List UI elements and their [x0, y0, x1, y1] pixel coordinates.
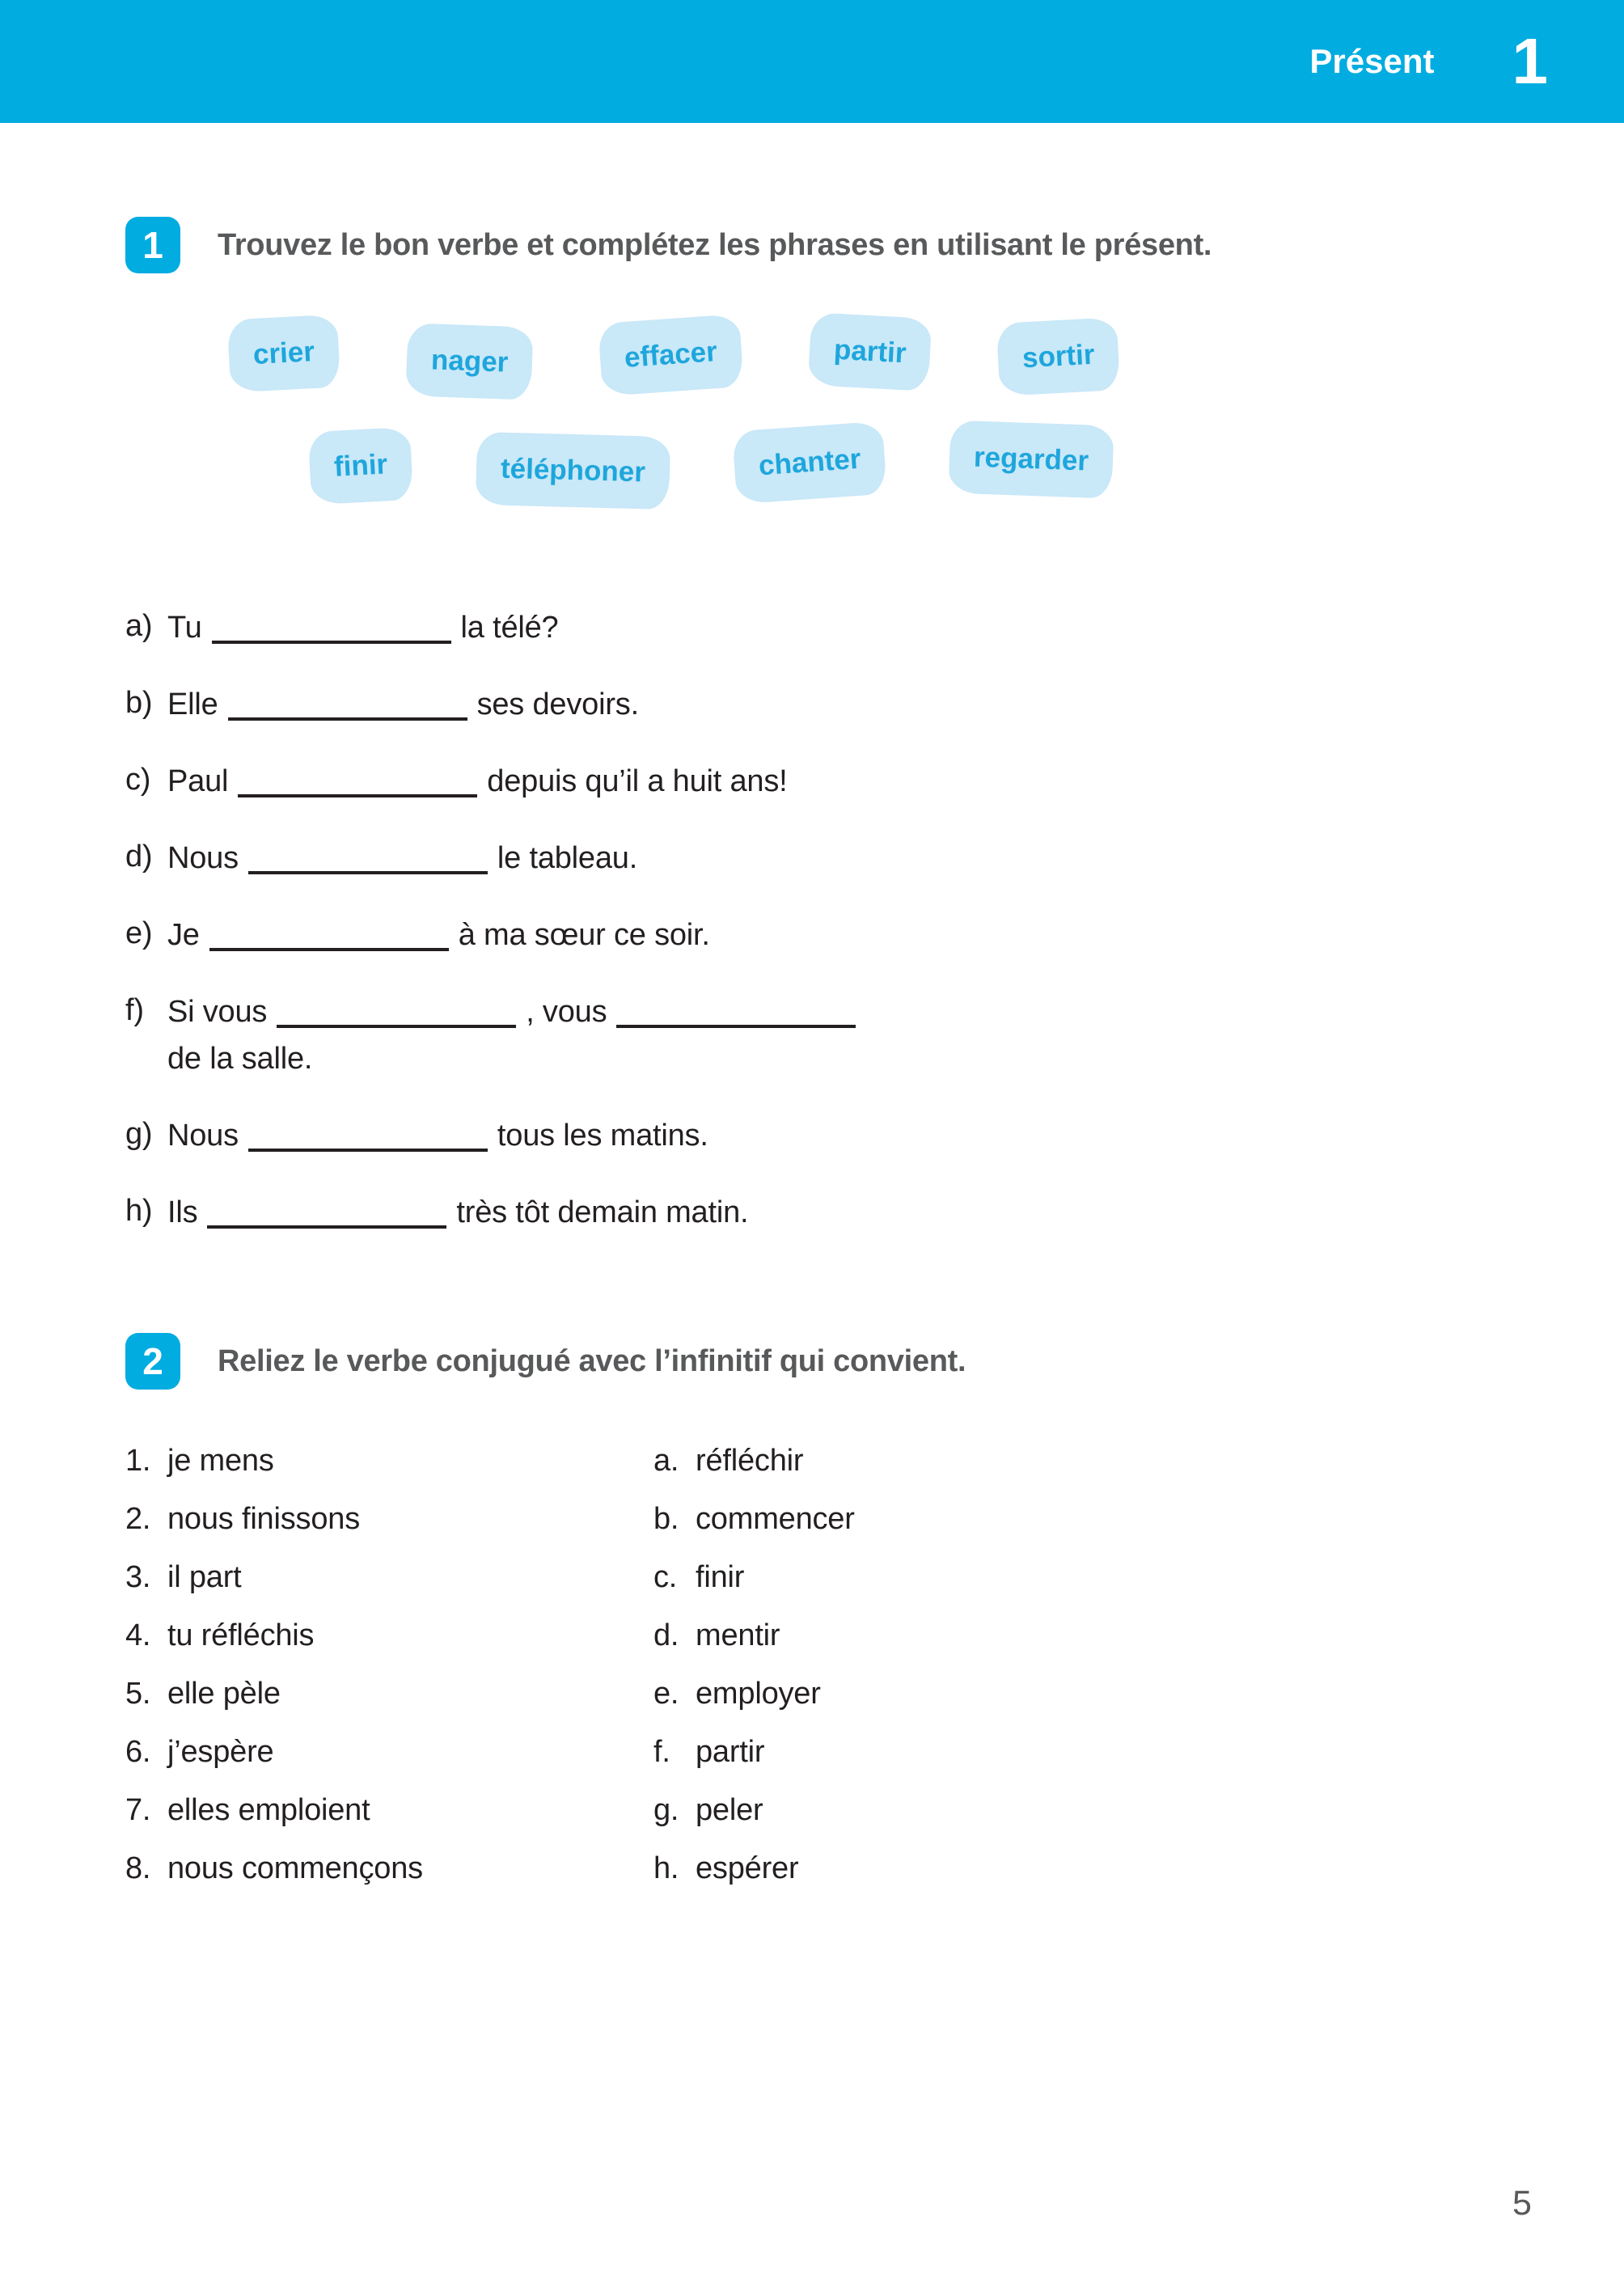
item-letter: e.	[653, 1677, 679, 1711]
word-chip[interactable]: finir	[308, 427, 414, 505]
sentence-after: très tôt demain matin.	[456, 1195, 749, 1229]
sentence-item	[125, 914, 1387, 954]
exercise2-matching	[125, 1441, 855, 1907]
item-text: réfléchir	[696, 1444, 804, 1478]
answer-blank[interactable]	[212, 613, 451, 644]
answer-blank[interactable]	[228, 690, 467, 721]
word-bank-row2	[310, 426, 1114, 507]
item-text: finir	[696, 1560, 745, 1594]
match-item-right[interactable]	[653, 1674, 855, 1713]
match-item-right[interactable]	[653, 1732, 855, 1771]
sentence-before: Si vous	[167, 995, 268, 1029]
sentence-after: le tableau.	[497, 841, 638, 875]
sentence-after: tous les matins.	[497, 1119, 708, 1153]
sentence-before: Nous	[167, 841, 239, 875]
item-text: elle pèle	[167, 1677, 281, 1711]
item-number: 2.	[125, 1502, 151, 1536]
exercise1-header	[125, 217, 1212, 273]
item-text: nous finissons	[167, 1502, 361, 1536]
answer-blank[interactable]	[616, 997, 856, 1028]
sentence-item	[125, 760, 1387, 801]
word-bank-row1	[229, 317, 1119, 398]
sentence-after: la télé?	[460, 611, 559, 645]
match-item-left[interactable]	[125, 1732, 653, 1771]
item-number: 7.	[125, 1793, 151, 1827]
item-text: elles emploient	[167, 1793, 370, 1827]
sentence-before: Tu	[167, 611, 202, 645]
sentence-continuation: de la salle.	[167, 1042, 313, 1076]
sentence-after: ses devoirs.	[476, 687, 639, 721]
sentence-label: e)	[125, 916, 153, 950]
item-text: mentir	[696, 1618, 780, 1652]
word-chip[interactable]: regarder	[949, 421, 1114, 499]
sentence-text	[167, 607, 1387, 647]
item-letter: a.	[653, 1444, 679, 1478]
item-text: il part	[167, 1560, 242, 1594]
answer-blank[interactable]	[209, 920, 449, 951]
sentence-label: g)	[125, 1117, 153, 1151]
item-number: 1.	[125, 1444, 151, 1478]
match-item-left[interactable]	[125, 1441, 653, 1480]
exercise1-sentences	[125, 607, 1387, 1268]
sentence-text	[167, 991, 1387, 1078]
match-item-right[interactable]	[653, 1616, 855, 1655]
word-chip[interactable]: effacer	[598, 314, 744, 396]
item-letter: c.	[653, 1560, 678, 1594]
match-item-left[interactable]	[125, 1616, 653, 1655]
item-letter: g.	[653, 1793, 679, 1827]
answer-blank[interactable]	[207, 1198, 446, 1229]
match-item-left[interactable]	[125, 1791, 653, 1830]
item-letter: h.	[653, 1851, 679, 1885]
sentence-item	[125, 1191, 1387, 1232]
answer-blank[interactable]	[238, 767, 477, 797]
item-text: partir	[696, 1735, 765, 1769]
answer-blank[interactable]	[248, 844, 488, 874]
match-item-right[interactable]	[653, 1441, 855, 1480]
item-number: 3.	[125, 1560, 151, 1594]
sentence-mid: , vous	[526, 995, 607, 1029]
item-text: peler	[696, 1793, 763, 1827]
sentence-label: b)	[125, 686, 153, 720]
exercise2-header	[125, 1333, 966, 1390]
sentence-after: depuis qu’il a huit ans!	[487, 764, 788, 798]
sentence-label: a)	[125, 609, 153, 643]
chapter-header	[0, 0, 1624, 123]
sentence-label: f)	[125, 993, 144, 1027]
item-number: 6.	[125, 1735, 151, 1769]
sentence-label: d)	[125, 840, 153, 874]
match-item-left[interactable]	[125, 1849, 653, 1888]
sentence-item	[125, 683, 1387, 724]
sentence-item	[125, 991, 1387, 1078]
sentence-before: Je	[167, 918, 200, 952]
sentence-before: Paul	[167, 764, 229, 798]
sentence-before: Ils	[167, 1195, 198, 1229]
item-letter: b.	[653, 1502, 679, 1536]
sentence-label: c)	[125, 763, 151, 797]
page-number: 5	[1512, 2184, 1532, 2223]
sentence-item	[125, 607, 1387, 647]
word-chip[interactable]: sortir	[996, 317, 1121, 396]
sentence-after: à ma sœur ce soir.	[458, 918, 710, 952]
word-chip[interactable]: crier	[227, 315, 340, 393]
sentence-text	[167, 914, 1387, 954]
item-text: espérer	[696, 1851, 799, 1885]
item-text: commencer	[696, 1502, 855, 1536]
word-chip[interactable]: partir	[808, 312, 933, 391]
sentence-text	[167, 760, 1387, 801]
item-text: je mens	[167, 1444, 274, 1478]
item-text: j’espère	[167, 1735, 274, 1769]
answer-blank[interactable]	[277, 997, 516, 1028]
word-chip[interactable]: chanter	[732, 421, 887, 505]
match-item-left[interactable]	[125, 1674, 653, 1713]
item-number: 8.	[125, 1851, 151, 1885]
match-item-right[interactable]	[653, 1849, 855, 1888]
sentence-label: h)	[125, 1194, 153, 1228]
word-chip[interactable]: nager	[405, 323, 533, 400]
exercise2-number-badge: 2	[125, 1333, 180, 1390]
item-letter: d.	[653, 1618, 679, 1652]
item-number: 5.	[125, 1677, 151, 1711]
item-text: nous commençons	[167, 1851, 423, 1885]
sentence-text	[167, 1191, 1387, 1232]
sentence-text	[167, 1115, 1387, 1155]
sentence-item	[125, 1115, 1387, 1155]
infinitive-column	[653, 1441, 855, 1907]
item-text: employer	[696, 1677, 821, 1711]
exercise2-instruction: Reliez le verbe conjugué avec l’infinitif qui convient.	[218, 1343, 966, 1378]
sentence-item	[125, 837, 1387, 878]
exercise1-number-badge: 1	[125, 217, 180, 273]
match-item-right[interactable]	[653, 1558, 855, 1597]
word-chip[interactable]: téléphoner	[476, 432, 670, 510]
sentence-before: Elle	[167, 687, 218, 721]
match-item-right[interactable]	[653, 1500, 855, 1538]
exercise1-instruction: Trouvez le bon verbe et complétez les phrases en utilisant le présent.	[218, 227, 1212, 262]
sentence-text	[167, 837, 1387, 878]
item-number: 4.	[125, 1618, 151, 1652]
answer-blank[interactable]	[248, 1121, 488, 1152]
chapter-title: Présent	[1309, 42, 1435, 80]
sentence-text	[167, 683, 1387, 724]
match-item-right[interactable]	[653, 1791, 855, 1830]
conjugated-verb-column	[125, 1441, 653, 1907]
chapter-number: 1	[1512, 25, 1548, 97]
match-item-left[interactable]	[125, 1500, 653, 1538]
item-letter: f.	[653, 1735, 670, 1769]
match-item-left[interactable]	[125, 1558, 653, 1597]
item-text: tu réfléchis	[167, 1618, 315, 1652]
sentence-before: Nous	[167, 1119, 239, 1153]
